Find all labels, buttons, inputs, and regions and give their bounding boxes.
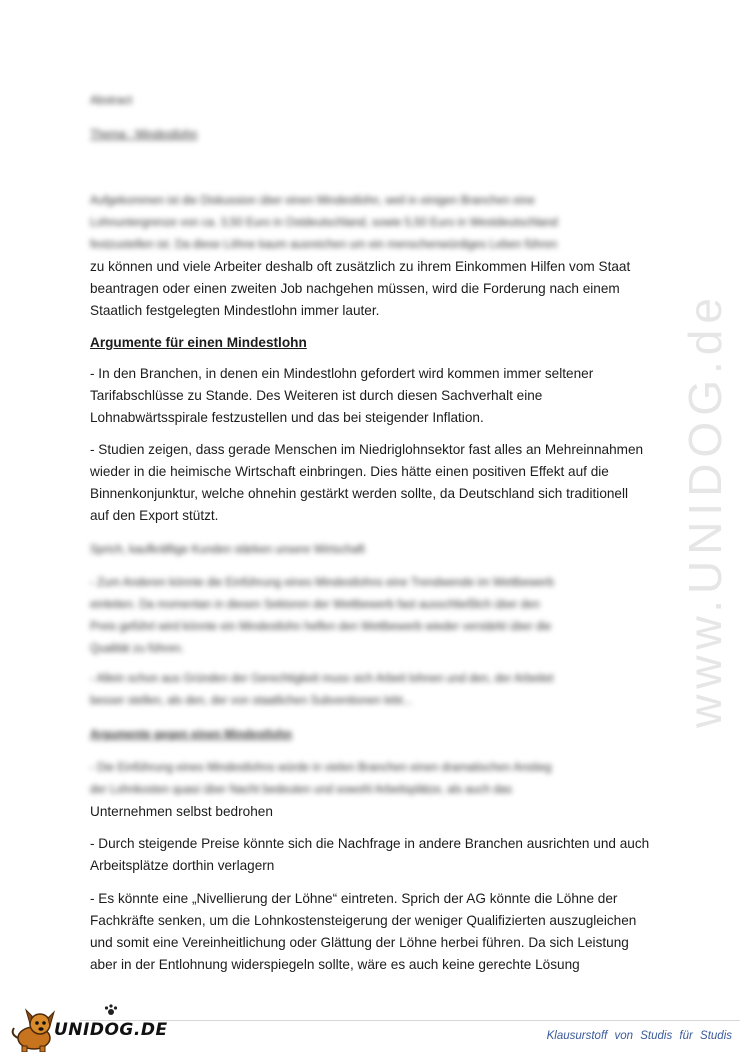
text-line: Preis geführt wird könnte ein Mindestlohn helfen den Wettbewerb wieder verstärkt über die (90, 621, 552, 633)
pro-paragraph-1 (90, 363, 670, 429)
text-line: beantragen oder einen zweiten Job nachgehen müssen, wird die Forderung nach einem (90, 281, 620, 296)
text-line: Arbeitsplätze dorthin verlagern (90, 858, 275, 873)
doc-topic (90, 124, 670, 146)
text-line: Lohnabwärtsspirale festzustellen und das bei steigender Inflation. (90, 410, 484, 425)
text-line: Sprich, kaufkräftige Kunden stärken unsere Wirtschaft (90, 544, 365, 556)
pro-paragraph-4 (90, 572, 670, 660)
paw-icon (104, 1004, 118, 1016)
text-line: - Allein schon aus Gründen der Gerechtigkeit muss sich Arbeit lohnen und den, der Arbeitet (90, 673, 554, 685)
dog-mascot-icon (6, 1008, 58, 1052)
text-line: Tarifabschlüsse zu Stande. Des Weiteren ist durch diesen Sachverhalt eine (90, 388, 543, 403)
intro-paragraph (90, 190, 670, 322)
text-line: - Studien zeigen, dass gerade Menschen im Niedriglohnsektor fast alles an Mehreinnahmen (90, 442, 644, 457)
text-line: der Lohnkosten quasi über Nacht bedeuten und sowohl Arbeitsplätze, als auch das (90, 784, 512, 796)
watermark-text: www.UNIDOG.de (679, 292, 732, 728)
text-line: und somit eine Vereinheitlichung oder Glättung der Löhne herbei führen. Da sich Leistung (90, 935, 629, 950)
text-line: - Die Einführung eines Mindestlohns würde in vielen Branchen einen dramatischen Anstieg (90, 762, 552, 774)
text-line: besser stellen, als den, der von staatlichen Subventionen lebt... (90, 695, 413, 707)
logo-wordmark: UNIDOG.DE (54, 1020, 168, 1040)
section-heading: Argumente für einen Mindestlohn (90, 335, 307, 350)
text-line: - In den Branchen, in denen ein Mindestlohn gefordert wird kommen immer seltener (90, 366, 594, 381)
text-line: zu können und viele Arbeiter deshalb oft zusätzlich zu ihrem Einkommen Hilfen vom Staat (90, 259, 631, 274)
contra-paragraph-2 (90, 833, 670, 877)
topic-title: Thema : Mindestlohn (90, 129, 198, 141)
text-line: Fachkräfte senken, um die Lohnkostensteigerung der weniger Qualifizierten auszugleichen (90, 913, 637, 928)
abstract-label: Abstract (90, 95, 133, 107)
section-heading-pro (90, 332, 670, 354)
doc-header (90, 90, 670, 112)
text-line: Qualität zu führen. (90, 643, 184, 655)
contra-paragraph-1 (90, 757, 670, 823)
pro-paragraph-2 (90, 439, 670, 527)
text-line: einleiten. Da momentan in diesen Sektoren der Wettbewerb fast ausschließlich über den (90, 599, 540, 611)
contra-paragraph-3 (90, 888, 670, 976)
text-line: - Durch steigende Preise könnte sich die Nachfrage in andere Branchen ausrichten und auch (90, 836, 650, 851)
text-line: Aufgekommen ist die Diskussion über einen Mindestlohn, weil in einigen Branchen eine (90, 195, 535, 207)
text-line: auf den Export stützt. (90, 508, 219, 523)
text-line: wieder in die heimische Wirtschaft einbringen. Dies hätte einen positiven Effekt auf die (90, 464, 609, 479)
section-heading: Argumente gegen einen Mindestlohn (90, 729, 292, 741)
section-heading-contra (90, 724, 670, 746)
text-line: - Zum Anderen könnte die Einführung eines Mindestlohns eine Trendwende im Wettbewerb (90, 577, 554, 589)
text-line: - Es könnte eine „Nivellierung der Löhne“ eintreten. Sprich der AG könnte die Löhne der (90, 891, 618, 906)
text-line: festzustellen ist. Da diese Löhne kaum ausreichen um ein menschenwürdiges Leben führen (90, 239, 558, 251)
footer-divider (80, 1020, 740, 1021)
text-line: aber in der Entlohnung widerspiegeln sollte, wäre es auch keine gerechte Lösung (90, 957, 580, 972)
text-line: Binnenkonjunktur, welche ohnehin gestärkt werden sollte, da Deutschland sich traditionell (90, 486, 629, 501)
pro-paragraph-3 (90, 539, 670, 561)
pro-paragraph-5 (90, 668, 670, 712)
text-line: Unternehmen selbst bedrohen (90, 804, 273, 819)
footer-tagline: Klausurstoff von Studis für Studis (546, 1030, 732, 1042)
text-line: Lohnuntergrenze von ca. 3,50 Euro in Ostdeutschland, sowie 5,50 Euro in Westdeutschland (90, 217, 558, 229)
text-line: Staatlich festgelegten Mindestlohn immer lauter. (90, 303, 380, 318)
